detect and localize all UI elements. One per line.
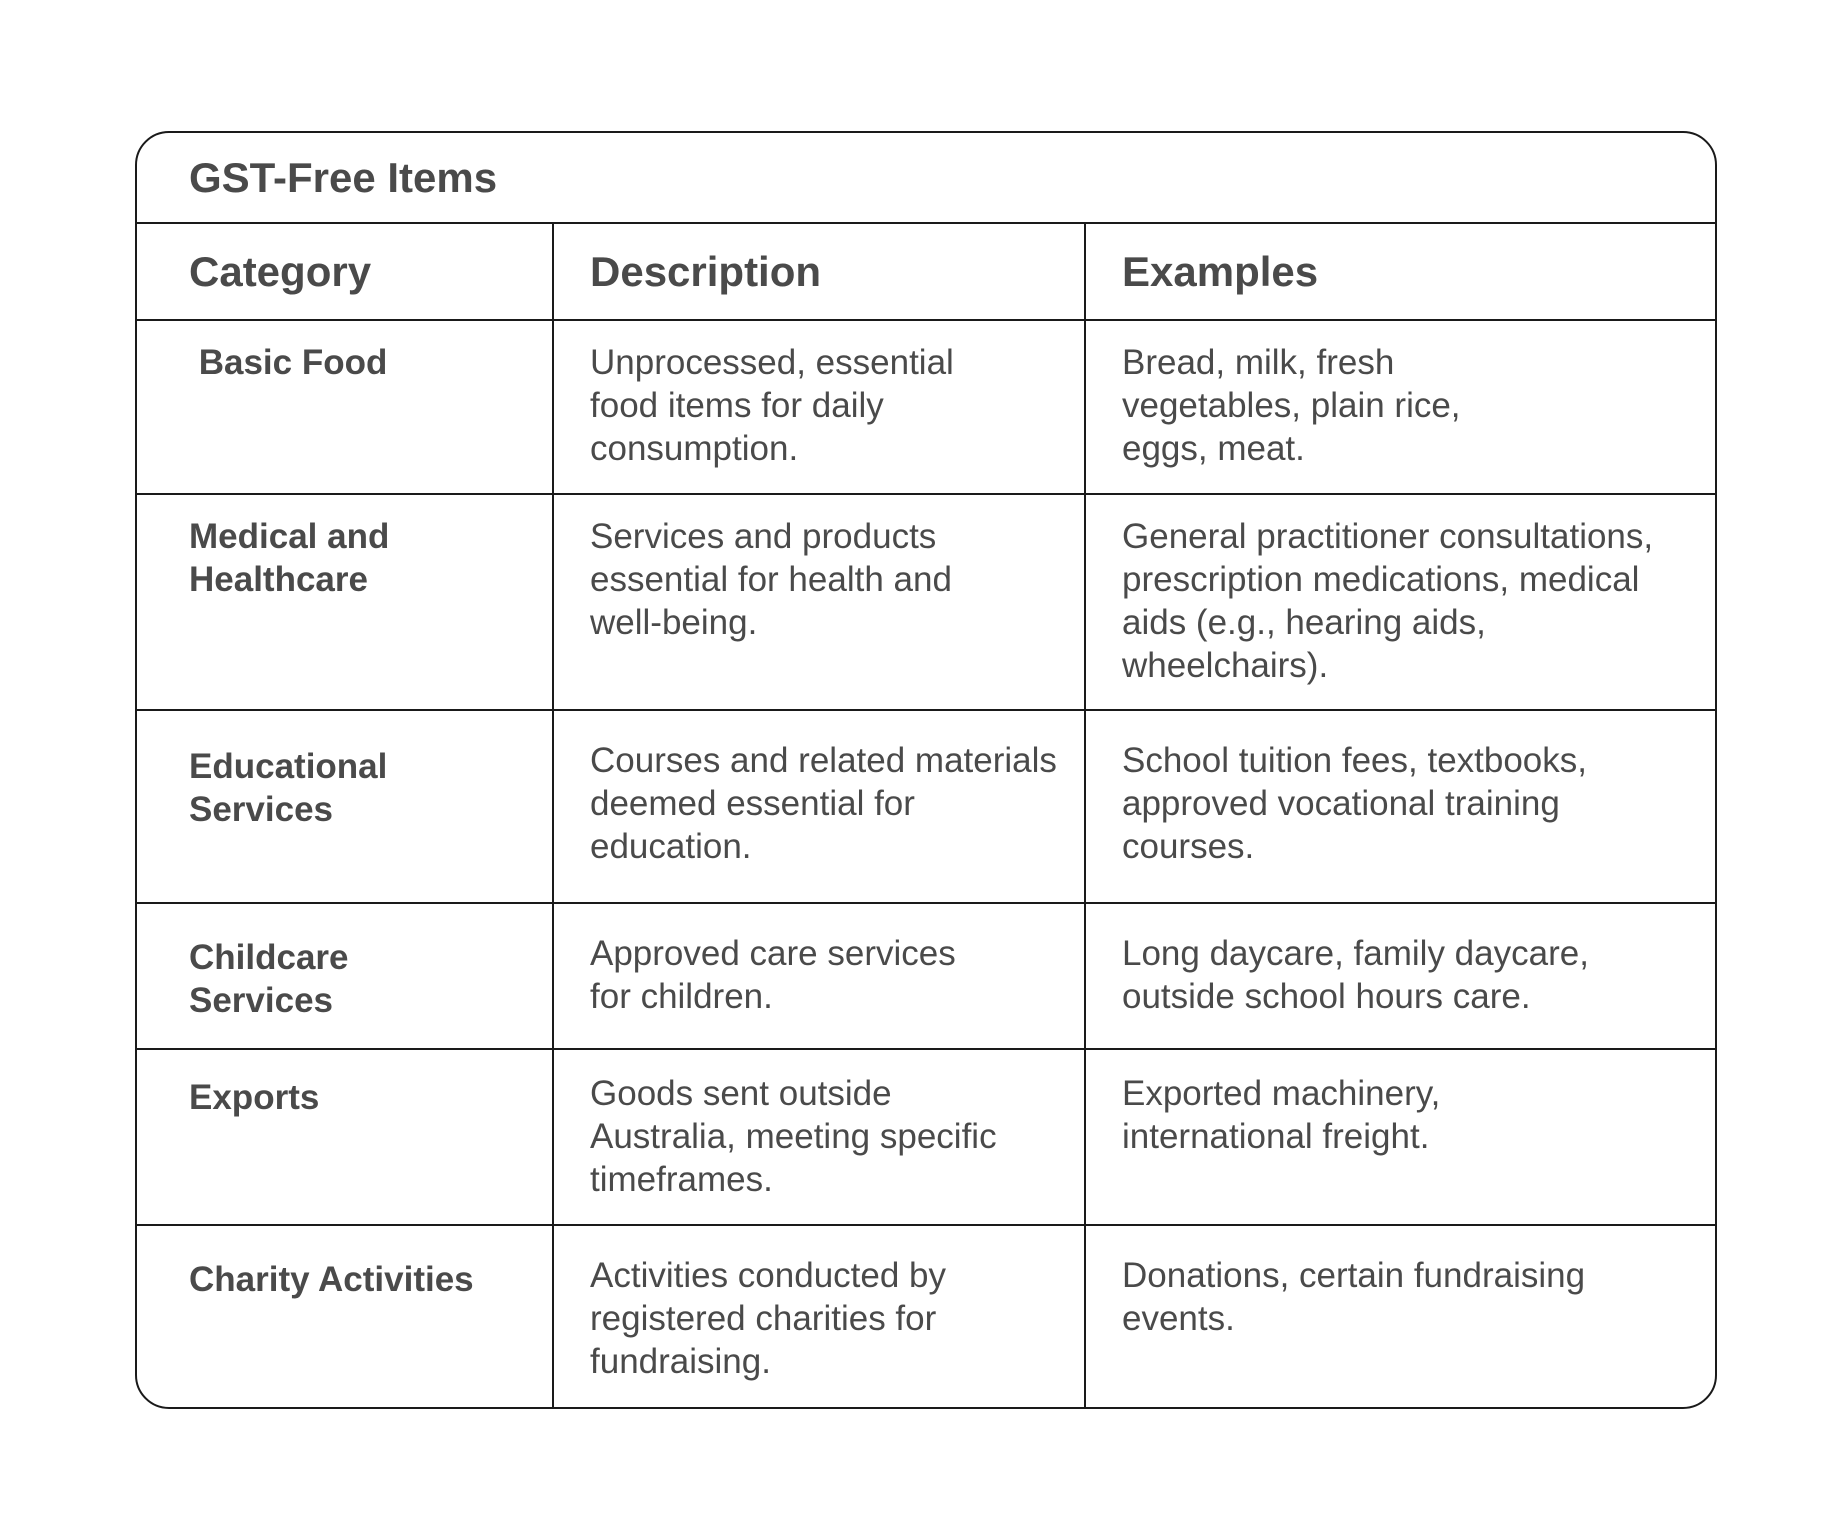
column-header-description: Description	[554, 224, 1086, 321]
row-educational-description: Courses and related materials deemed essential for education.	[554, 711, 1086, 904]
row-exports-category: Exports	[137, 1050, 554, 1226]
gst-free-items-table	[135, 131, 1717, 1409]
column-header-examples: Examples	[1086, 224, 1715, 321]
table-title: GST-Free Items	[189, 154, 498, 201]
row-charity-category: Charity Activities	[137, 1226, 554, 1407]
row-educational-examples: School tuition fees, textbooks, approved vocational training courses.	[1086, 711, 1715, 904]
row-basic-food-description: Unprocessed, essential food items for daily consumption.	[554, 321, 1086, 495]
row-basic-food-category: Basic Food	[137, 321, 554, 495]
row-childcare-examples: Long daycare, family daycare, outside school hours care.	[1086, 904, 1715, 1050]
row-charity-description: Activities conducted by registered charities for fundraising.	[554, 1226, 1086, 1407]
row-medical-examples: General practitioner consultations, prescription medications, medical aids (e.g., hearing aids, wheelchairs).	[1086, 495, 1715, 711]
row-charity-examples: Donations, certain fundraising events.	[1122, 1256, 1586, 1338]
row-childcare-category: Childcare Services	[137, 904, 554, 1050]
row-educational-category: Educational Services	[137, 711, 554, 904]
column-header-category: Category	[137, 224, 554, 321]
row-exports-description: Goods sent outside Australia, meeting specific timeframes.	[554, 1050, 1086, 1226]
row-basic-food-examples: Bread, milk, fresh vegetables, plain rice, eggs, meat.	[1086, 321, 1715, 495]
row-childcare-description: Approved care services for children.	[554, 904, 1086, 1050]
row-medical-category: Medical and Healthcare	[137, 495, 554, 711]
table-grid	[137, 222, 1715, 1407]
row-exports-examples: Exported machinery, international freight.	[1086, 1050, 1715, 1226]
row-medical-description: Services and products essential for health and well-being.	[554, 495, 1086, 711]
